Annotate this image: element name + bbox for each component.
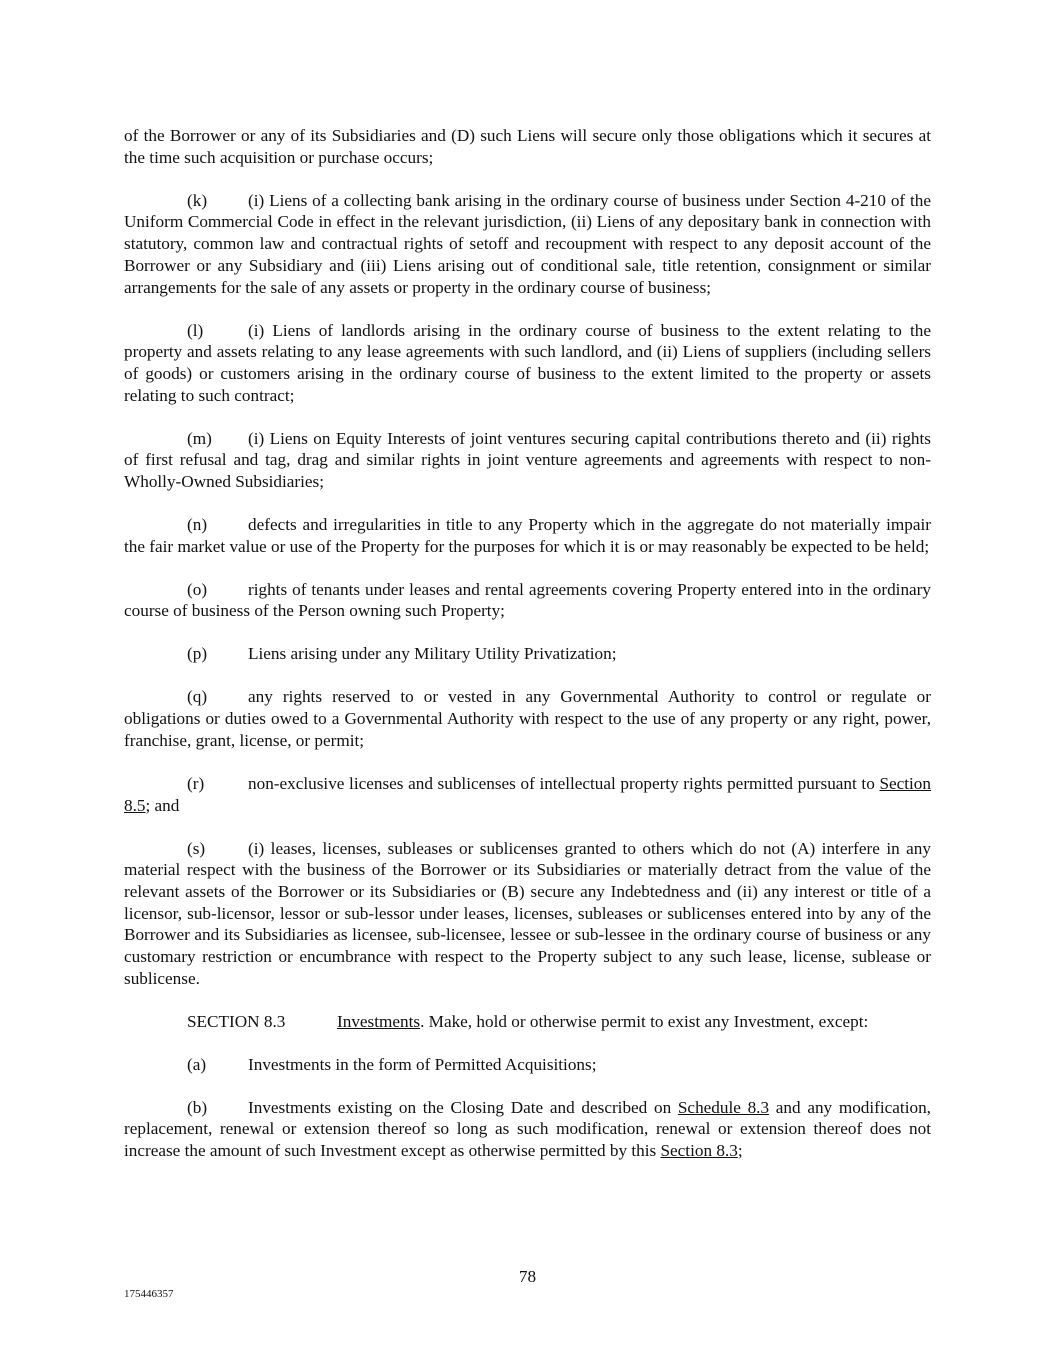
- clause-text: (i) leases, licenses, subleases or sublicenses granted to others which do not (A) interfere in any material respect with the business of the Borrower or its Subsidiaries or materially detract from the value of the relevant assets of the Borrower or its Subsidiaries or (B) secure any Indebtedness and (ii) any interest or title of a licensor, sub-licensor, lessor or sub-lessor under leases, licenses, subleases or sublicenses entered into by any of the Borrower and its Subsidiaries as licensee, sub-licensee, lessee or sub-lessee in the ordinary course of business or any customary restriction or encumbrance with respect to the Property subject to any such lease, license, sublease or sublicense.: [124, 838, 931, 988]
- clause-text: (i) Liens on Equity Interests of joint ventures securing capital contributions thereto and (ii) rights of first refusal and tag, drag and similar rights in joint venture agreements and agreements with respect to non-Wholly-Owned Subsidiaries;: [124, 428, 931, 492]
- clause-a: [124, 1054, 931, 1076]
- clause-text: (i) Liens of landlords arising in the ordinary course of business to the extent relating to the property and assets relating to any lease agreements with such landlord, and (ii) Liens of suppliers (including sellers of goods) or customers arising in the ordinary course of business to the extent limited to the property or assets relating to such contract;: [124, 320, 931, 405]
- clause-text: non-exclusive licenses and sublicenses of intellectual property rights permitted pursuant to: [248, 773, 880, 793]
- clause-p: [124, 643, 931, 665]
- clause-text: any rights reserved to or vested in any Governmental Authority to control or regulate or obligations or duties owed to a Governmental Authority with respect to the use of any property or any right, power, franchise, grant, license, or permit;: [124, 687, 931, 750]
- clause-l: [124, 320, 931, 407]
- clause-label: (k): [187, 190, 208, 210]
- clause-text-mid: and any modification, replacement, renewal or extension thereof so long as such modification, renewal or extension thereof does not increase the amount of such Investment except as otherwise permitted by this: [124, 1097, 931, 1161]
- section-8-3-reference: Section 8.3: [660, 1141, 738, 1161]
- clause-label: (q): [187, 687, 208, 707]
- clause-s: [124, 838, 931, 990]
- section-8-5-reference: Section 8.5: [124, 773, 931, 815]
- clause-text: rights of tenants under leases and rental agreements covering Property entered into in the ordinary course of business of the Person owning such Property;: [124, 579, 931, 621]
- clause-label: (o): [187, 579, 208, 599]
- clause-text: defects and irregularities in title to any Property which in the aggregate do not materially impair the fair market value or use of the Property for the purposes for which it is or may reasonably be expected to be held;: [124, 515, 931, 556]
- clause-label: (r): [187, 773, 205, 793]
- clause-text: Investments existing on the Closing Date and described on: [248, 1097, 678, 1117]
- clause-q: [124, 686, 931, 751]
- clause-m: [124, 428, 931, 493]
- section-text: . Make, hold or otherwise permit to exist any Investment, except:: [420, 1011, 869, 1031]
- schedule-8-3-reference: Schedule 8.3: [677, 1097, 770, 1117]
- section-title: Investments: [337, 1011, 421, 1031]
- clause-text: Liens arising under any Military Utility Privatization;: [248, 644, 617, 664]
- clause-label: (s): [187, 838, 206, 858]
- section-label: SECTION 8.3: [187, 1011, 286, 1031]
- clause-k: [124, 190, 931, 299]
- clause-label: (n): [187, 515, 208, 535]
- clause-label: (l): [187, 320, 204, 340]
- clause-label: (p): [187, 644, 208, 664]
- clause-label: (m): [187, 428, 212, 448]
- clause-label: (a): [187, 1054, 207, 1074]
- clause-r: [124, 773, 931, 816]
- document-id: 175446357: [124, 1288, 174, 1300]
- clause-o: [124, 579, 931, 622]
- section-8-3-heading: [124, 1011, 931, 1033]
- document-body: [124, 125, 931, 1183]
- paragraph-continuation: of the Borrower or any of its Subsidiaries and (D) such Liens will secure only those obligations which it secures at the time such acquisition or purchase occurs;: [124, 126, 931, 167]
- clause-text-end: ; and: [145, 795, 180, 815]
- clause-n: [124, 514, 931, 557]
- clause-text: (i) Liens of a collecting bank arising in the ordinary course of business under Section 4-210 of the Uniform Commercial Code in effect in the relevant jurisdiction, (ii) Liens of any depositary bank in connection with statutory, common law and contractual rights of setoff and recoupment with respect to any deposit account of the Borrower or any Subsidiary and (iii) Liens arising out of conditional sale, title retention, consignment or similar arrangements for the sale of any assets or property in the ordinary course of business;: [124, 190, 931, 297]
- clause-text: Investments in the form of Permitted Acquisitions;: [248, 1054, 597, 1074]
- clause-b: [124, 1097, 931, 1162]
- clause-label: (b): [187, 1097, 208, 1117]
- clause-text-end: ;: [737, 1141, 743, 1161]
- page-number: 78: [518, 1267, 537, 1286]
